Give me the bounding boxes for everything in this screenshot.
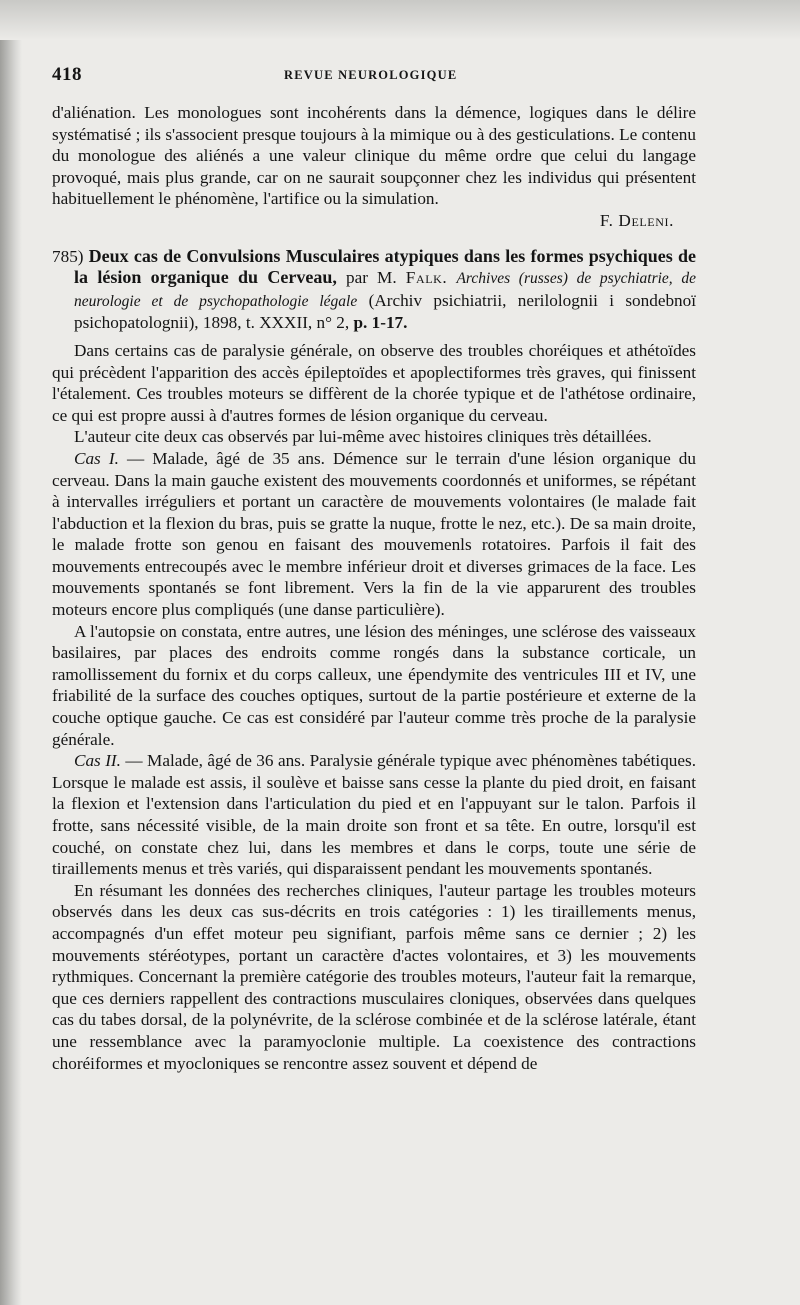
abstract-author: Falk. [405,268,448,288]
autopsy-paragraph: A l'autopsie on constata, entre autres, une lésion des méninges, une sclérose des vaisseaux basilaires, par places des endroits comme rongés dans la substance corticale, un ramollissement du fornix et du corps calleux, une épendymite des ventricules III et IV, une friabilité de la surface des couches optiques, surtout de la partie postérieure et externe de la couche optique gauche. Ce cas est considéré par l'auteur comme très proche de la paralysie générale. [52,621,696,749]
abstract-pages: p. 1-17. [353,313,408,333]
page-header [52,64,696,90]
abstract-journal-translit: (Archiv psichiatrii, nerilolognii i sondebnoï psichopatolognii), 1898, t. XXXII, n° 2, [74,290,697,333]
abstract-journal: Archives (russes) de psychiatrie, de neurologie et de psychopathologie légale [74,270,697,310]
body-paragraph-1: Dans certains cas de paralysie générale, on observe des troubles choréiques et athétoïdes qui précèdent l'apparition des accès épileptoïdes et apoplectiformes très graves, qui finissent l'étalement. Ces troubles moteurs se diffèrent de la chorée typique et de l'athétose ordinaire, ce qui est propre aussi à d'autres formes de lésion organique du cerveau. [52,340,696,425]
abstract-by: par M. [345,268,397,288]
case-1-text: — Malade, âgé de 35 ans. Démence sur le terrain d'une lésion organique du cerveau. Dans la main gauche existent des mouvements coordonnés et uniformes, se répétant à intervalles irréguliers et portant un caractère de mouvements volontaires (le malade fait l'abduction et la flexion du bras, puis se gratte la nuque, frotte le nez, etc.). De sa main droite, le malade frotte son genou en faisant des mouvemenls rotatoires. Parfois il fait des mouvements entrecoupés avec le membre inférieur droit et diverses grimaces de la face. Les mouvements spontanés se font librement. Vers la fin de la vie apparurent des troubles moteurs encore plus compliqués (une danse particulière). [52,448,696,620]
page-number: 418 [52,64,82,85]
case-2-label: Cas II. [74,751,121,771]
case-1-label: Cas I. [74,448,119,468]
abstract-title: Deux cas de Convulsions Musculaires atypiques dans les formes psychiques de la lésion organique du Cerveau, [74,245,697,288]
reviewer-signature: F. Deleni. [599,210,674,230]
top-edge-shadow [0,0,800,40]
abstract-number: 785) [52,246,84,266]
continuation-paragraph: d'aliénation. Les monologues sont incohérents dans la démence, logiques dans le délire systématisé ; ils s'associent presque toujours à la mimique ou à des gesticulations. Le contenu du monologue des aliénés a une valeur clinique du même ordre que celui du langage provoqué, mais plus grande, car on ne saurait soupçonner chez les individus qui présentent habituellement le phénomène, l'artifice ou la simulation. [52,103,696,209]
signature-line [52,210,696,232]
body-paragraph-2: L'auteur cite deux cas observés par lui-même avec histoires cliniques très détaillées. [74,427,652,447]
case-1-paragraph [52,448,696,621]
running-head: REVUE NEUROLOGIQUE [284,68,458,82]
case-2-text: — Malade, âgé de 36 ans. Paralysie générale typique avec phénomènes tabétiques. Lorsque le malade est assis, il soulève et baisse sans cesse la plante du pied droit, en faisant la flexion et l'extension dans l'articulation du pied et en l'appuyant sur le talon. Parfois il frotte, sans nécessité visible, de la main droite son front et sa tête. En outre, lorsqu'il est couché, on constate chez lui, dans les membres et dans le corps, toute une série de tiraillements menus et très variés, qui disparaissent pendant les mouvements spontanés. [52,751,696,879]
summary-paragraph: En résumant les données des recherches cliniques, l'auteur partage les troubles moteurs observés dans les deux cas sus-décrits en trois catégories : 1) les tiraillements menus, accompagnés d'un effet moteur peu signifiant, parfois même sans ce dernier ; 2) les mouvements stéréotypes, portant un caractère d'actes volontaires, et 3) les mouvements rythmiques. Concernant la première catégorie des troubles moteurs, l'auteur fait la remarque, que ces derniers rappellent des contractions musculaires cloniques, observées dans quelques cas du tabes dorsal, de la polynévrite, de la sclérose combinée et de la sclérose latérale, étant une ressemblance avec la paramyoclonie multiple. La coexistence des contractions choréiformes et myocloniques se rencontre assez souvent et dépend de [52,880,696,1073]
abstract-heading [52,246,696,334]
binding-shadow [0,0,22,1305]
case-2-paragraph [52,750,696,880]
